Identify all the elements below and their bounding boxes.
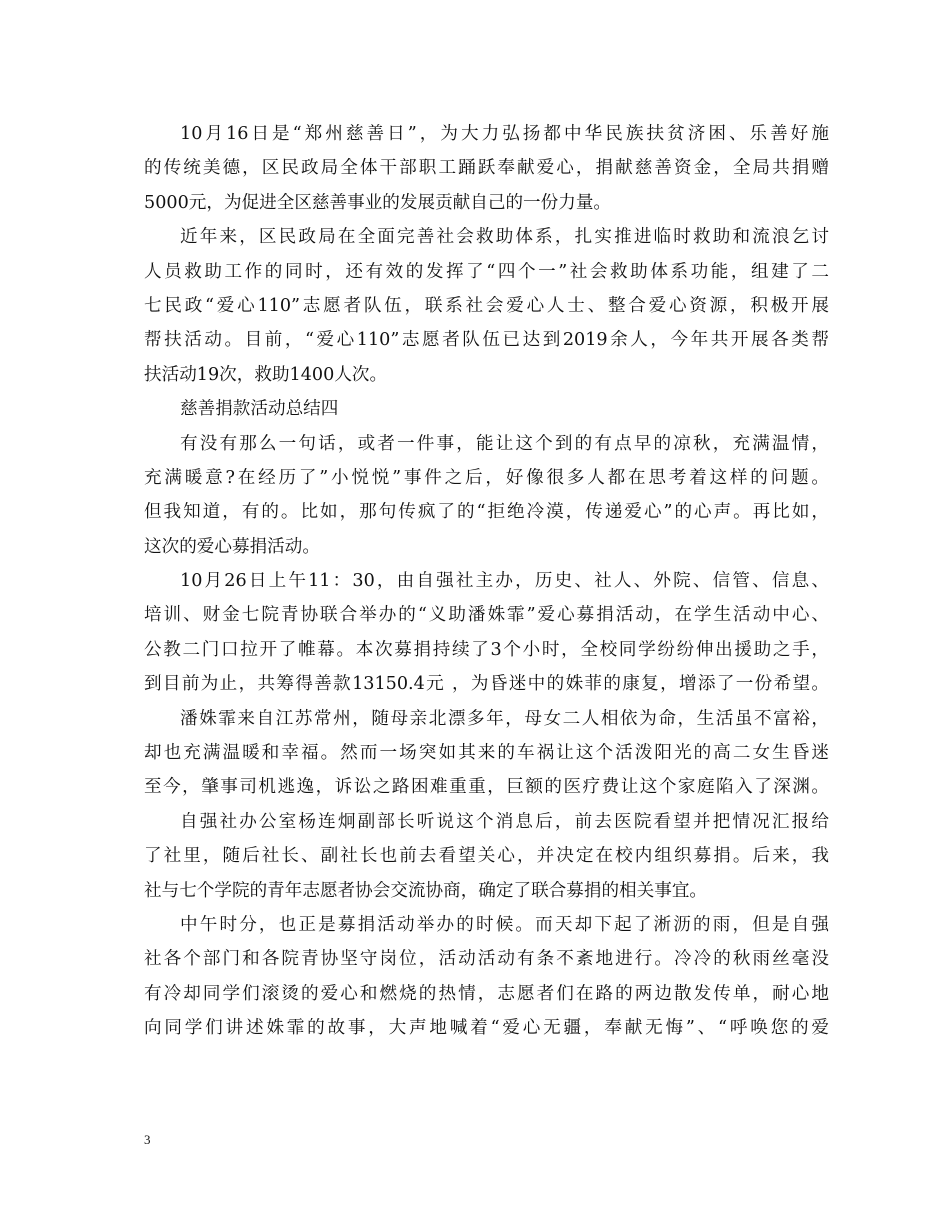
text-line: 了社里，随后社长、副社长也前去看望关心，并决定在校内组织募捐。后来，我 — [144, 846, 829, 867]
text-line: 至今，肇事司机逃逸，诉讼之路困难重重，巨额的医疗费让这个家庭陷入了深渊。 — [144, 777, 829, 798]
text-line: 公教二门口拉开了帷幕。本次募捐持续了3个小时，全校同学纷纷伸出援助之手， — [144, 639, 829, 660]
text-line: 10月26日上午11：30，由自强社主办，历史、社人、外院、信管、信息、 — [180, 571, 829, 592]
text-line: 慈善捐款活动总结四 — [180, 399, 339, 420]
page-number: 3 — [144, 1132, 151, 1147]
document-body — [144, 117, 829, 1046]
text-line: 5000元，为促进全区慈善事业的发展贡献自己的一份力量。 — [144, 192, 612, 213]
text-line: 培训、财金七院青协联合举办的“义助潘姝霏”爱心募捐活动，在学生活动中心、 — [144, 605, 829, 626]
text-line: 近年来，区民政局在全面完善社会救助体系，扎实推进临时救助和流浪乞讨 — [180, 227, 829, 248]
text-line: 到目前为止，共筹得善款13150.4元 ，为昏迷中的姝菲的康复，增添了一份希望。 — [144, 674, 829, 695]
text-line: 10月16日是“郑州慈善日”，为大力弘扬都中华民族扶贫济困、乐善好施 — [180, 124, 829, 144]
text-line: 人员救助工作的同时，还有效的发挥了“四个一”社会救助体系功能，组建了二 — [144, 261, 829, 282]
text-line: 七民政“爱心110”志愿者队伍，联系社会爱心人士、整合爱心资源，积极开展 — [144, 295, 829, 316]
text-line: 充满暖意?在经历了”小悦悦”事件之后，好像很多人都在思考着这样的问题。 — [144, 467, 829, 488]
text-line: 社各个部门和各院青协坚守岗位，活动活动有条不紊地进行。冷冷的秋雨丝毫没 — [144, 949, 829, 970]
text-line: 这次的爱心募捐活动。 — [144, 536, 320, 557]
text-line: 帮扶活动。目前，“爱心110”志愿者队伍已达到2019余人，今年共开展各类帮 — [144, 330, 829, 351]
text-line: 中午时分，也正是募捐活动举办的时候。而天却下起了淅沥的雨，但是自强 — [180, 914, 829, 935]
text-line: 有没有那么一句话，或者一件事，能让这个到的有点早的凉秋，充满温情， — [180, 433, 829, 454]
text-line: 扶活动19次，救助1400人次。 — [144, 364, 388, 385]
text-line: 有冷却同学们滚烫的爱心和燃烧的热情，志愿者们在路的两边散发传单，耐心地 — [144, 983, 829, 1004]
text-line: 但我知道，有的。比如，那句传疯了的“拒绝冷漠，传递爱心”的心声。再比如， — [144, 502, 829, 523]
text-line: 潘姝霏来自江苏常州，随母亲北漂多年，母女二人相依为命，生活虽不富裕， — [180, 708, 829, 729]
text-line: 却也充满温暖和幸福。然而一场突如其来的车祸让这个活泼阳光的高二女生昏迷 — [144, 743, 829, 764]
text-line: 自强社办公室杨连炯副部长听说这个消息后，前去医院看望并把情况汇报给 — [180, 811, 829, 832]
text-line: 向同学们讲述姝霏的故事，大声地喊着“爱心无疆，奉献无悔”、“呼唤您的爱 — [144, 1018, 829, 1039]
text-line: 社与七个学院的青年志愿者协会交流协商，确定了联合募捐的相关事宜。 — [144, 880, 708, 901]
text-line: 的传统美德，区民政局全体干部职工踊跃奉献爱心，捐献慈善资金，全局共捐赠 — [144, 158, 829, 179]
